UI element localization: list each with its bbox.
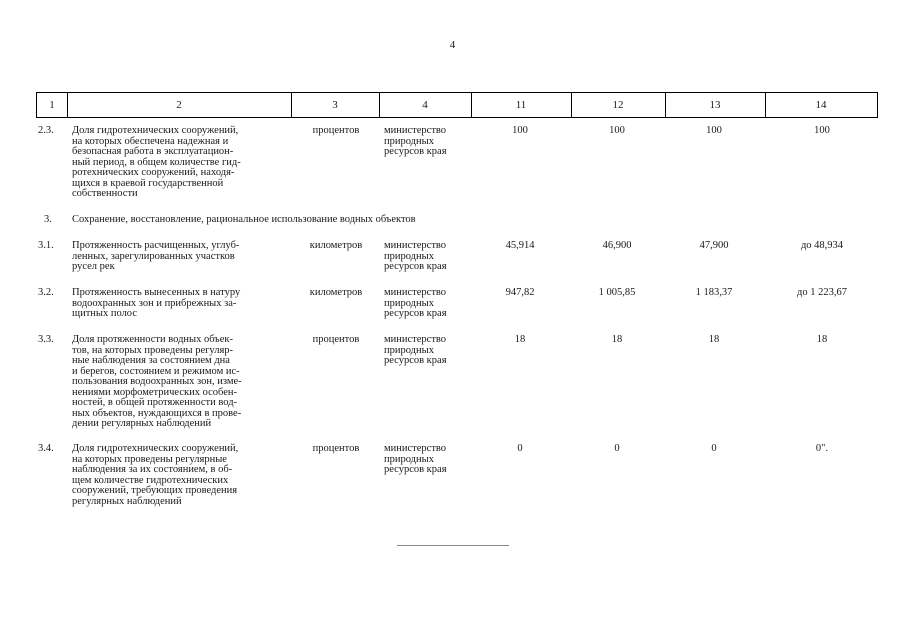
row-number: 3.1. — [38, 240, 54, 251]
header-col-11: 11 — [515, 99, 527, 111]
row-value-col13: 1 183,37 — [695, 287, 733, 298]
row-value-col12: 0 — [614, 443, 620, 454]
row-unit: километров — [309, 240, 363, 251]
row-value-col14: до 1 223,67 — [797, 287, 847, 298]
row-unit: процентов — [312, 125, 360, 136]
page-number: 4 — [449, 39, 456, 51]
row-value-col11: 100 — [512, 125, 528, 136]
row-value-col11: 18 — [514, 334, 526, 345]
footer-divider — [397, 545, 509, 546]
table-header — [36, 92, 878, 118]
row-responsible: министерство природных ресурсов края — [384, 125, 447, 157]
header-col-13: 13 — [709, 99, 721, 111]
row-number: 2.3. — [38, 125, 54, 136]
row-responsible: министерство природных ресурсов края — [384, 287, 447, 319]
row-value-col12: 46,900 — [602, 240, 632, 251]
header-col-1: 1 — [49, 99, 55, 111]
row-value-col14: 100 — [814, 125, 830, 136]
row-value-col13: 18 — [708, 334, 720, 345]
row-value-col11: 45,914 — [505, 240, 535, 251]
row-indicator-name: Протяженность расчищенных, углуб- ленных, зарегулированных участков русел рек — [72, 240, 240, 272]
section-number: 3. — [44, 214, 52, 225]
row-number: 3.4. — [38, 443, 54, 454]
header-col-12: 12 — [612, 99, 624, 111]
row-value-col13: 0 — [711, 443, 717, 454]
row-responsible: министерство природных ресурсов края — [384, 443, 447, 475]
row-responsible: министерство природных ресурсов края — [384, 334, 447, 366]
row-number: 3.2. — [38, 287, 54, 298]
row-number: 3.3. — [38, 334, 54, 345]
row-value-col14: 18 — [816, 334, 828, 345]
header-col-3: 3 — [332, 99, 338, 111]
row-unit: километров — [309, 287, 363, 298]
row-value-col12: 100 — [609, 125, 625, 136]
row-value-col11: 0 — [517, 443, 523, 454]
row-indicator-name: Доля гидротехнических сооружений, на которых обеспечена надежная и безопасная работа в эксплуатацион- ный период, в общем количестве гид- ротехнических сооружений, находя- щихся в краевой государственной собственности — [72, 125, 241, 199]
row-value-col11: 947,82 — [505, 287, 535, 298]
row-indicator-name: Протяженность вынесенных в натуру водоохранных зон и прибрежных за- щитных полос — [72, 287, 241, 319]
row-unit: процентов — [312, 443, 360, 454]
header-col-14: 14 — [815, 99, 827, 111]
row-indicator-name: Доля гидротехнических сооружений, на которых проведены регулярные наблюдения за их состоянием, в об- щем количестве гидротехнических сооружений, требующих проведения регулярных наблюдений — [72, 443, 239, 507]
row-value-col12: 1 005,85 — [598, 287, 636, 298]
header-col-2: 2 — [176, 99, 182, 111]
row-value-col13: 100 — [706, 125, 722, 136]
row-indicator-name: Доля протяженности водных объек- тов, на которых проведены регуляр- ные наблюдения за состоянием дна и берегов, состоянием и режимом ис- пользования водоохранных зон, изме- нениями морфометрических особен- ностей, в общей протяженности вод- ных объектов, нуждающихся в прове- дении регулярных наблюдений — [72, 334, 242, 429]
row-responsible: министерство природных ресурсов края — [384, 240, 447, 272]
row-value-col13: 47,900 — [699, 240, 729, 251]
row-value-col14: 0". — [815, 443, 829, 454]
section-title: Сохранение, восстановление, рациональное использование водных объектов — [72, 214, 416, 225]
row-unit: процентов — [312, 334, 360, 345]
header-col-4: 4 — [422, 99, 428, 111]
row-value-col14: до 48,934 — [800, 240, 844, 251]
row-value-col12: 18 — [611, 334, 623, 345]
